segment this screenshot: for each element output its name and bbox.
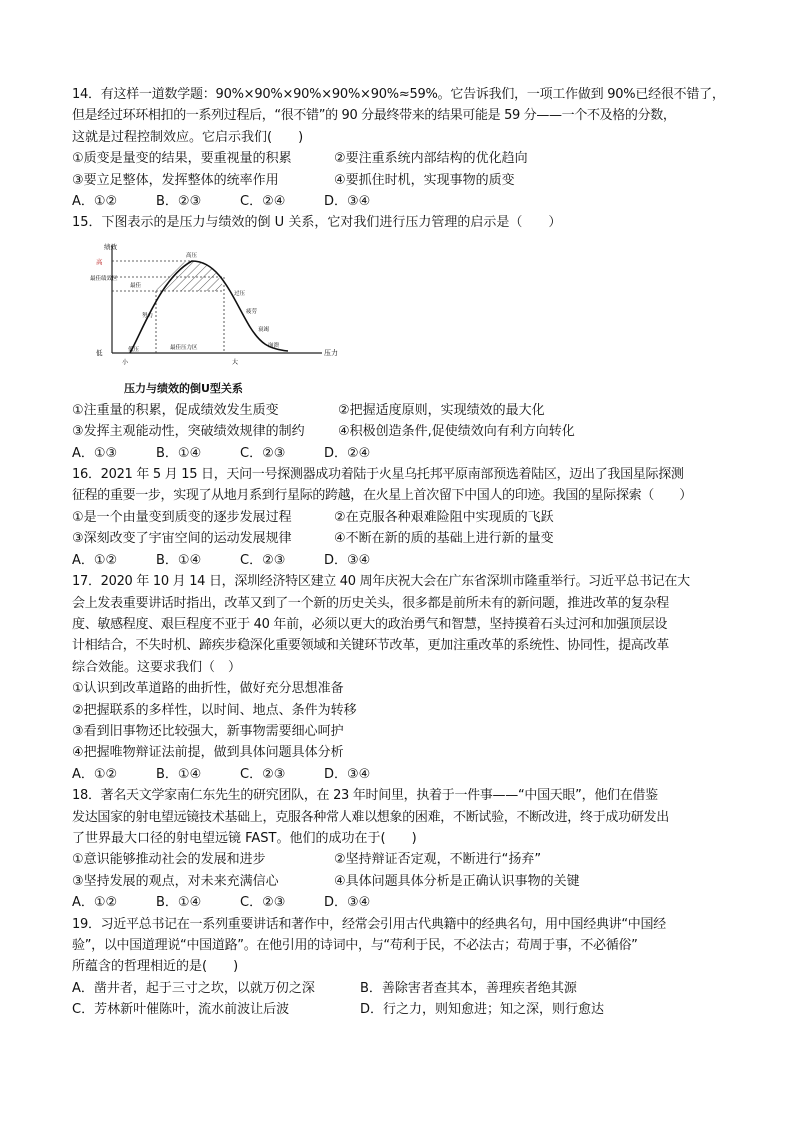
q18-statement-row xyxy=(72,849,724,870)
over-label: 过压 xyxy=(234,290,246,297)
option-d[interactable]: D．③④ xyxy=(324,194,371,210)
q16-statement-row xyxy=(72,507,724,528)
q18-statement: ②坚持辩证否定观，不断进行“扬弃” xyxy=(334,852,542,868)
question-16 xyxy=(72,464,724,571)
q16-statement: ③深刻改变了宇宙空间的运动发展规律 xyxy=(72,531,292,547)
q17-statement: ④把握唯物辩证法前提，做到具体问题具体分析 xyxy=(72,745,344,761)
q19-stem-line: 19．习近平总书记在一系列重要讲话和著作中，经常会引用古代典籍中的经典名句，用中国经典讲“中国经 xyxy=(72,916,666,932)
option-c[interactable]: C．②③ xyxy=(240,552,286,568)
q17-stem-line: 综合效能。这要求我们（ ） xyxy=(72,659,242,675)
q16-stem-line: 征程的重要一步，实现了从地月系到行星际的跨越，在火星上首次留下中国人的印迹。我国的星际探索（ ） xyxy=(72,488,692,504)
q16-stem-line: 16．2021 年 5 月 15 日，天问一号探测器成功着陆于火星乌托邦平原南部预选着陆区，迈出了我国星际探测 xyxy=(72,467,684,483)
option-c[interactable]: C．芳林新叶催陈叶，流水前波让后波 xyxy=(72,1002,290,1018)
q17-stem-line: 计相结合，不失时机、蹄疾步稳深化重要领域和关键环节改革，更加注重改革的系统性、协同性，提高改革 xyxy=(72,638,669,654)
q14-stem-line: 但是经过环环相扣的一系列过程后，“很不错”的 90 分最终带来的结果可能是 59 分——一个不及格的分数， xyxy=(72,108,676,124)
q18-stem-line: 发达国家的射电望远镜技术基础上，克服各种常人难以想象的困难，不断试验，不断改进，终于成功研发出 xyxy=(72,809,669,825)
q18-statement-row xyxy=(72,871,724,892)
question-19 xyxy=(72,914,724,1021)
option-d[interactable]: D．行之力，则知愈进；知之深，则行愈达 xyxy=(360,1002,605,1018)
q17-statement: ②把握联系的多样性，以时间、地点、条件为转移 xyxy=(72,702,357,718)
y-low-label: 低 xyxy=(96,348,103,357)
q19-choice-row xyxy=(72,999,724,1020)
y-axis-label: 绩效 xyxy=(104,242,117,251)
q14-statement: ③要立足整体，发挥整体的统率作用 xyxy=(72,172,279,188)
option-d[interactable]: D．③④ xyxy=(324,766,371,782)
q14-statement: ④要抓住时机，实现事物的质变 xyxy=(334,172,515,188)
option-c[interactable]: C．②③ xyxy=(240,766,286,782)
exhaust-label: 衰竭 xyxy=(258,326,270,333)
q14-statement: ①质变是量变的结果，要重视量的积累 xyxy=(72,151,292,167)
option-d[interactable]: D．③④ xyxy=(324,895,371,911)
q16-statement: ②在克服各种艰难险阻中实现质的飞跃 xyxy=(334,509,554,525)
q14-statement-row xyxy=(72,148,724,169)
option-a[interactable]: A．①③ xyxy=(72,445,118,461)
good-label: 最佳 xyxy=(130,282,142,289)
x-axis-label: 压力 xyxy=(324,348,338,357)
effort-label: 努力 xyxy=(142,312,154,319)
y-opt-label: 最佳绩效区 xyxy=(90,275,118,282)
q16-options xyxy=(72,550,724,571)
q14-stem-line: 14．有这样一道数学题：90%×90%×90%×90%×90%≈59%。它告诉我们，一项工作做到 90%已经很不错了， xyxy=(72,87,725,102)
option-b[interactable]: B．①④ xyxy=(156,445,202,461)
x-small-label: 小 xyxy=(122,358,129,366)
q18-statement: ①意识能够推动社会的发展和进步 xyxy=(72,852,266,868)
option-b[interactable]: B．②③ xyxy=(156,194,202,210)
option-a[interactable]: A．①② xyxy=(72,552,118,568)
q16-statement-row xyxy=(72,528,724,549)
q15-statement-row xyxy=(72,400,724,421)
q17-stem-line: 17．2020 年 10 月 14 日，深圳经济特区建立 40 周年庆祝大会在广东省深圳市隆重举行。习近平总书记在大 xyxy=(72,574,690,590)
low-pressure-label: 低压 xyxy=(128,346,140,353)
q15-stem-line: 15．下图表示的是压力与绩效的倒 U 关系，它对我们进行压力管理的启示是（ ） xyxy=(72,215,562,231)
q16-statement: ①是一个由量变到质变的逐步发展过程 xyxy=(72,509,292,525)
breakdown-label: 崩溃 xyxy=(268,342,280,349)
q19-stem-line: 验”，以中国道理说“中国道路”。在他引用的诗词中，与“苟利于民，不必法古；苟周于事，不必循俗” xyxy=(72,938,638,953)
q17-statement: ①认识到改革道路的曲折性，做好充分思想准备 xyxy=(72,681,344,697)
option-d[interactable]: D．②④ xyxy=(324,445,371,461)
option-a[interactable]: A．①② xyxy=(72,766,118,782)
option-c[interactable]: C．②④ xyxy=(240,194,286,210)
q18-options xyxy=(72,892,724,913)
option-a[interactable]: A．①② xyxy=(72,194,118,210)
option-c[interactable]: C．②③ xyxy=(240,895,286,911)
q18-statement: ③坚持发展的观点，对未来充满信心 xyxy=(72,873,279,889)
q15-statement: ②把握适度原则，实现绩效的最大化 xyxy=(338,402,545,418)
q18-stem-line: 18．著名天文学家南仁东先生的研究团队，在 23 年时间里，执着于一件事——“中国天眼”，他们在借鉴 xyxy=(72,788,658,804)
option-d[interactable]: D．③④ xyxy=(324,552,371,568)
pressure-performance-figure xyxy=(82,237,342,379)
q14-options xyxy=(72,191,724,212)
question-18 xyxy=(72,785,724,913)
q15-statement-row xyxy=(72,421,724,442)
exam-page xyxy=(72,84,724,1021)
q19-choice-row xyxy=(72,978,724,999)
option-a[interactable]: A．①② xyxy=(72,895,118,911)
q14-statement: ②要注重系统内部结构的优化趋向 xyxy=(334,151,528,167)
peak-label: 高压 xyxy=(186,252,198,259)
question-17 xyxy=(72,571,724,785)
option-b[interactable]: B．①④ xyxy=(156,895,202,911)
option-b[interactable]: B．①④ xyxy=(156,552,202,568)
q15-statement: ①注重量的积累，促成绩效发生质变 xyxy=(72,402,279,418)
inverted-u-diagram xyxy=(82,237,342,379)
option-b[interactable]: B．善除害者查其本，善理疾者绝其源 xyxy=(360,980,577,996)
fatigue-label: 疲劳 xyxy=(246,308,258,315)
q17-options xyxy=(72,764,724,785)
y-high-label: 高 xyxy=(96,257,103,266)
question-14 xyxy=(72,84,724,212)
q19-stem-line: 所蕴含的哲理相近的是( ) xyxy=(72,959,239,975)
q17-stem-line: 度、敏感程度、艰巨程度不亚于 40 年前，必须以更大的政治勇气和智慧，坚持摸着石头过河和加强顶层设 xyxy=(72,616,668,632)
q14-stem-line: 这就是过程控制效应。它启示我们( ) xyxy=(72,129,304,145)
q15-options xyxy=(72,443,724,464)
option-b[interactable]: B．①④ xyxy=(156,766,202,782)
opt-zone-label: 最佳压力区 xyxy=(170,344,198,351)
figure-caption: 压力与绩效的倒U型关系 xyxy=(124,381,243,395)
q14-statement-row xyxy=(72,170,724,191)
option-a[interactable]: A．凿井者，起于三寸之坎，以就万仞之深 xyxy=(72,980,315,996)
q15-statement: ③发挥主观能动性，突破绩效规律的制约 xyxy=(72,424,305,440)
x-big-label: 大 xyxy=(232,358,239,366)
q18-stem-line: 了世界最大口径的射电望远镜 FAST。他们的成功在于( ) xyxy=(72,830,417,846)
q18-statement: ④具体问题具体分析是正确认识事物的关键 xyxy=(334,873,580,889)
q17-statement: ③看到旧事物还比较强大，新事物需要细心呵护 xyxy=(72,723,344,739)
q15-statement: ④积极创造条件,促使绩效向有利方向转化 xyxy=(338,424,575,440)
option-c[interactable]: C．②③ xyxy=(240,445,286,461)
q16-statement: ④不断在新的质的基础上进行新的量变 xyxy=(334,531,554,547)
q17-stem-line: 会上发表重要讲话时指出，改革又到了一个新的历史关头，很多都是前所未有的新问题，推进改革的复杂程 xyxy=(72,595,669,611)
question-15 xyxy=(72,212,724,464)
